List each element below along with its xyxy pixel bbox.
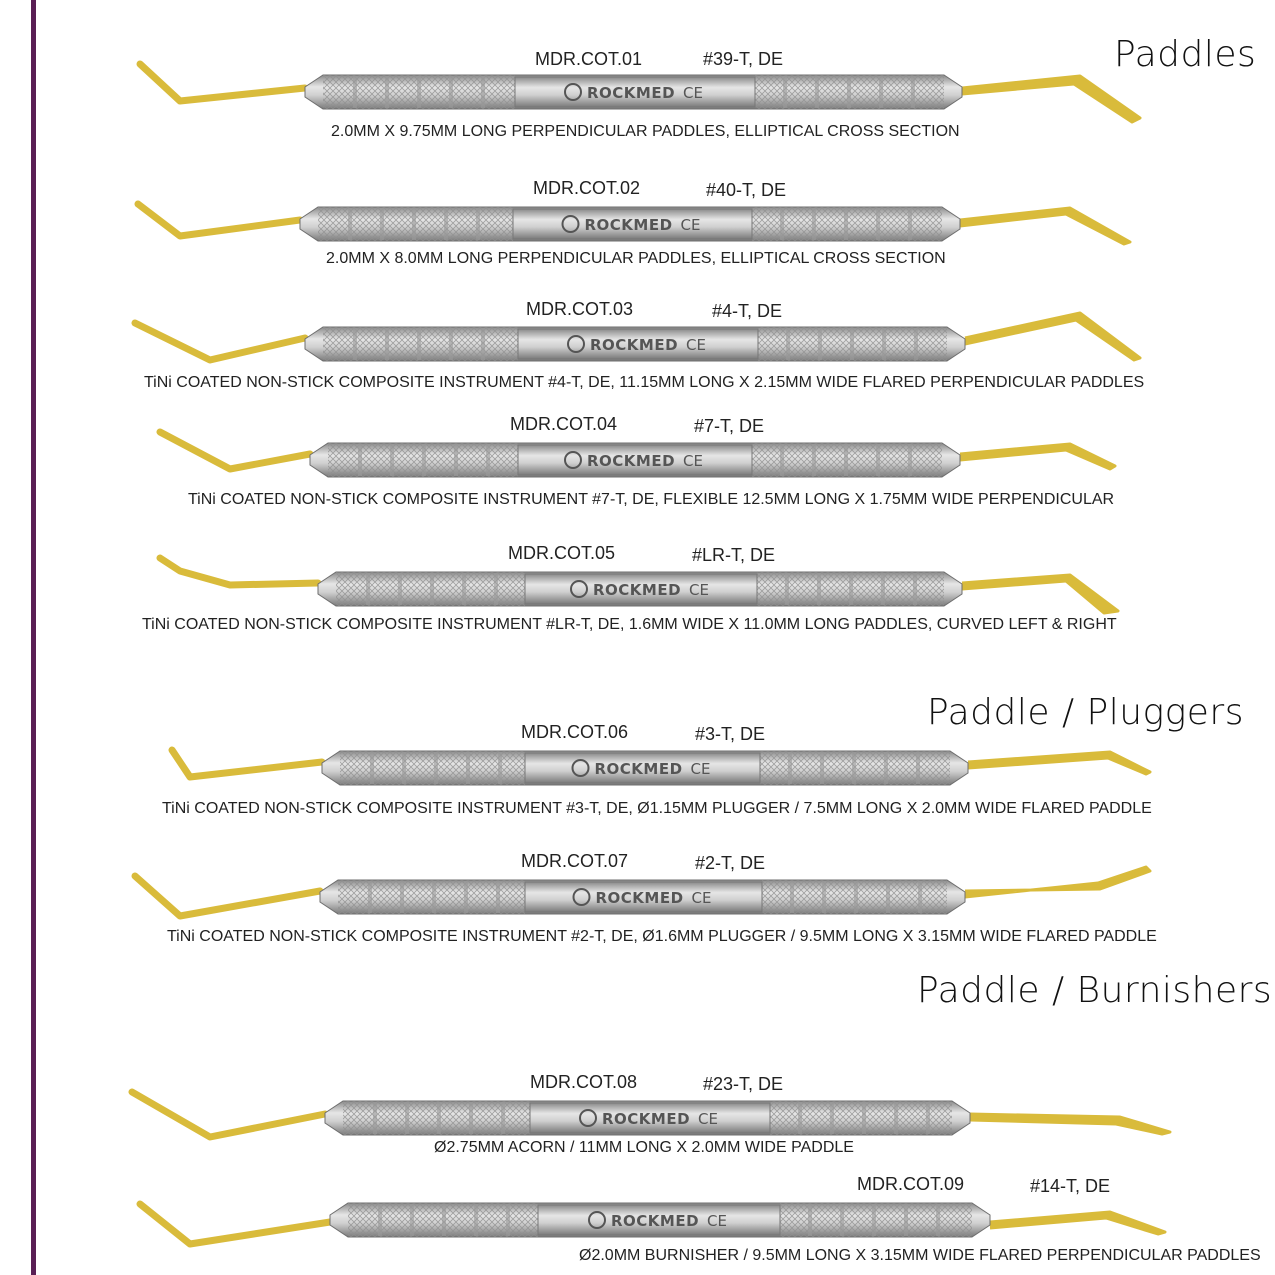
- instrument-item: [0, 543, 1275, 643]
- right-working-tip: [962, 575, 1118, 613]
- brand-name: ROCKMED: [587, 84, 676, 102]
- instrument-code: MDR.COT.09: [857, 1174, 965, 1194]
- instrument-code: MDR.COT.06: [521, 722, 629, 742]
- left-working-tip: [132, 1092, 325, 1137]
- left-working-tip: [140, 64, 305, 101]
- right-working-tip: [990, 1212, 1165, 1234]
- ce-mark: CE: [690, 760, 711, 778]
- right-working-tip: [965, 313, 1140, 360]
- instrument-description: 2.0MM X 8.0MM LONG PERPENDICULAR PADDLES, ELLIPTICAL CROSS SECTION: [326, 250, 946, 267]
- instrument-ref: #39-T, DE: [703, 49, 784, 69]
- instrument-ref: #14-T, DE: [1030, 1176, 1111, 1196]
- ce-mark: CE: [683, 452, 703, 470]
- ce-mark: CE: [707, 1212, 727, 1230]
- instrument-ref: #LR-T, DE: [692, 545, 776, 565]
- instrument-description: TiNi COATED NON-STICK COMPOSITE INSTRUMENT #LR-T, DE, 1.6MM WIDE X 11.0MM LONG PADDLES, CURVED LEFT & RIGHT: [142, 616, 1117, 633]
- ce-mark: CE: [691, 889, 712, 907]
- left-working-tip: [135, 876, 320, 916]
- brand-name: ROCKMED: [590, 336, 679, 354]
- brand-name: ROCKMED: [593, 581, 682, 599]
- left-working-tip: [172, 750, 322, 777]
- ce-mark: CE: [689, 581, 709, 599]
- ce-mark: CE: [698, 1110, 718, 1128]
- left-working-tip: [138, 204, 300, 236]
- instrument-ref: #4-T, DE: [712, 301, 783, 321]
- brand-name: ROCKMED: [595, 889, 684, 907]
- ce-mark: CE: [683, 84, 703, 102]
- ce-mark: CE: [680, 216, 701, 234]
- brand-name: ROCKMED: [594, 760, 683, 778]
- instrument-item: [0, 1072, 1275, 1172]
- right-working-tip: [960, 444, 1115, 469]
- instrument-ref: #7-T, DE: [694, 416, 765, 436]
- instrument-description: TiNi COATED NON-STICK COMPOSITE INSTRUMENT #3-T, DE, Ø1.15MM PLUGGER / 7.5MM LONG X 2.0MM WIDE FLARED PADDLE: [162, 800, 1152, 817]
- left-working-tip: [140, 1204, 330, 1244]
- instrument-description: Ø2.75MM ACORN / 11MM LONG X 2.0MM WIDE PADDLE: [434, 1139, 854, 1156]
- instrument-code: MDR.COT.01: [535, 49, 643, 69]
- instrument-item: [0, 722, 1275, 822]
- instrument-description: TiNi COATED NON-STICK COMPOSITE INSTRUMENT #2-T, DE, Ø1.6MM PLUGGER / 9.5MM LONG X 3.15MM WIDE FLARED PADDLE: [167, 928, 1157, 945]
- section-heading-paddles: Paddles: [1114, 34, 1257, 75]
- ce-mark: CE: [686, 336, 706, 354]
- instrument-code: MDR.COT.02: [533, 178, 641, 198]
- instrument-code: MDR.COT.04: [510, 414, 618, 434]
- brand-name: ROCKMED: [611, 1212, 700, 1230]
- instrument-code: MDR.COT.05: [508, 543, 616, 563]
- section-heading-paddle-burnishers: Paddle / Burnishers: [917, 970, 1273, 1011]
- instrument-item: [0, 414, 1275, 514]
- instrument-ref: #23-T, DE: [703, 1074, 784, 1094]
- section-heading-paddle-pluggers: Paddle / Pluggers: [927, 692, 1244, 733]
- instrument-ref: #2-T, DE: [695, 853, 766, 873]
- instrument-code: MDR.COT.07: [521, 851, 629, 871]
- right-working-tip: [970, 1114, 1170, 1134]
- right-working-tip: [965, 867, 1150, 897]
- instrument-ref: #40-T, DE: [706, 180, 787, 200]
- right-working-tip: [960, 208, 1130, 244]
- instrument-description: TiNi COATED NON-STICK COMPOSITE INSTRUMENT #4-T, DE, 11.15MM LONG X 2.15MM WIDE FLARED PERPENDICULAR PADDLES: [144, 374, 1145, 391]
- instrument-item: [0, 1174, 1275, 1274]
- right-working-tip: [962, 76, 1140, 122]
- brand-name: ROCKMED: [587, 452, 676, 470]
- instrument-description: TiNi COATED NON-STICK COMPOSITE INSTRUMENT #7-T, DE, FLEXIBLE 12.5MM LONG X 1.75MM WIDE PERPENDICULAR: [188, 491, 1115, 508]
- instrument-code: MDR.COT.08: [530, 1072, 638, 1092]
- handle-knurl-right: [770, 1101, 952, 1135]
- right-working-tip: [968, 752, 1150, 774]
- brand-name: ROCKMED: [602, 1110, 691, 1128]
- instrument-description: 2.0MM X 9.75MM LONG PERPENDICULAR PADDLES, ELLIPTICAL CROSS SECTION: [331, 123, 960, 140]
- handle-knurl-left: [340, 751, 525, 785]
- instrument-ref: #3-T, DE: [695, 724, 766, 744]
- instrument-item: [0, 178, 1275, 278]
- instrument-description: Ø2.0MM BURNISHER / 9.5MM LONG X 3.15MM WIDE FLARED PERPENDICULAR PADDLES: [579, 1247, 1261, 1264]
- left-working-tip: [135, 323, 305, 360]
- left-working-tip: [160, 558, 318, 585]
- left-working-tip: [160, 432, 310, 469]
- instrument-code: MDR.COT.03: [526, 299, 634, 319]
- instrument-item: [0, 46, 1275, 146]
- instrument-item: [0, 298, 1275, 398]
- instrument-item: [0, 851, 1275, 951]
- instrument-drawing: [0, 1072, 1275, 1172]
- brand-name: ROCKMED: [584, 216, 673, 234]
